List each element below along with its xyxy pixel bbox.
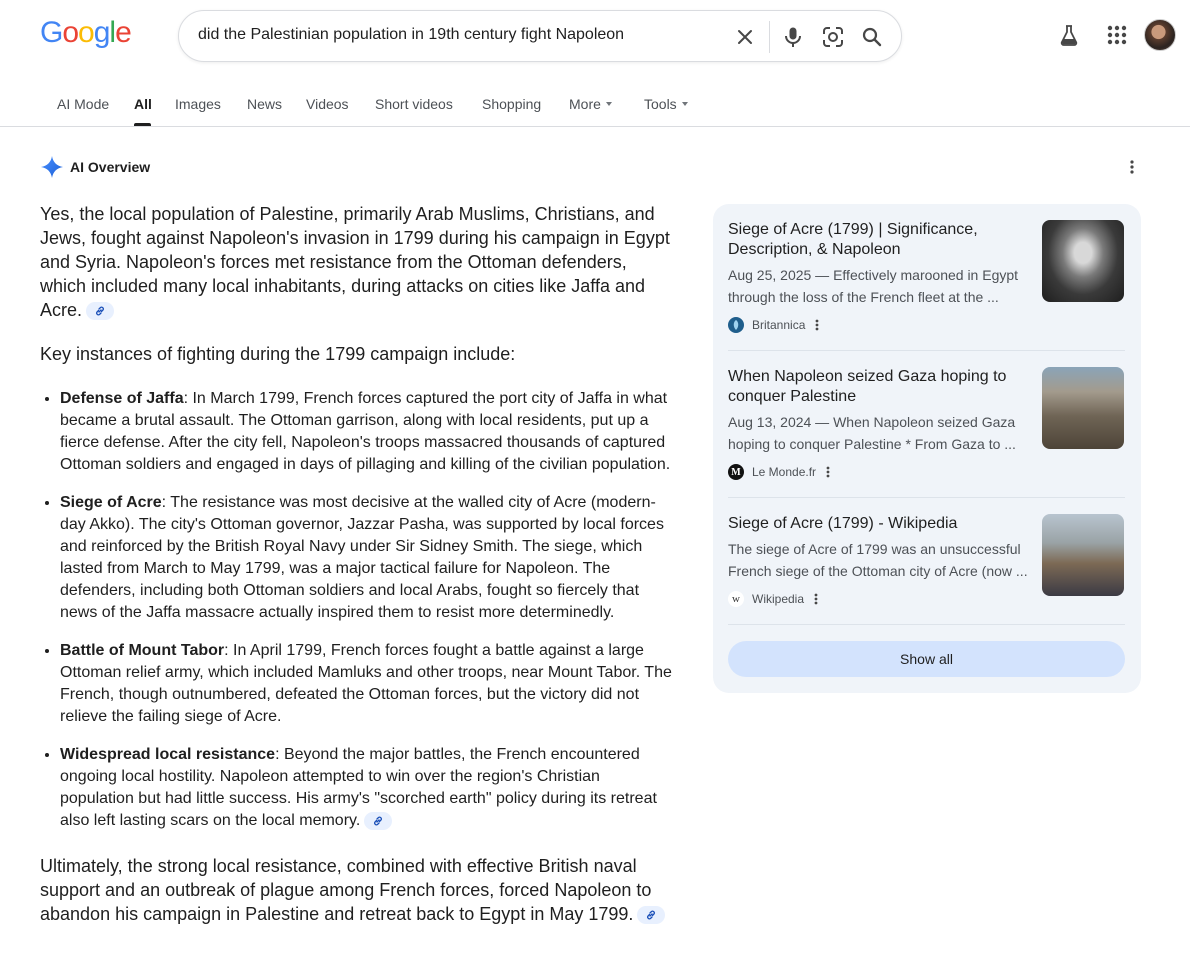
source-snippet bbox=[728, 264, 1033, 308]
list-item bbox=[60, 744, 672, 832]
source-thumbnail-rubble[interactable] bbox=[1042, 367, 1124, 449]
tab-shopping[interactable]: Shopping bbox=[482, 96, 542, 112]
tab-all[interactable]: All bbox=[134, 96, 152, 112]
source-card-lemonde[interactable] bbox=[728, 367, 1125, 497]
snippet-line: The siege of Acre of 1799 was an unsuccessful bbox=[728, 541, 1021, 557]
lemonde-favicon-icon: M bbox=[728, 464, 744, 480]
ai-overview-body bbox=[40, 202, 672, 926]
list-item bbox=[60, 388, 672, 476]
source-title[interactable]: Siege of Acre (1799) | Significance, Description, & Napoleon bbox=[728, 221, 978, 258]
source-title[interactable]: When Napoleon seized Gaza hoping to conquer Palestine bbox=[728, 368, 1007, 405]
citation-link-icon[interactable] bbox=[86, 302, 114, 320]
active-tab-indicator bbox=[134, 123, 151, 126]
key-instances-list bbox=[40, 388, 672, 832]
tab-images[interactable]: Images bbox=[175, 96, 221, 112]
source-divider bbox=[728, 624, 1125, 625]
tab-more-label: More bbox=[569, 96, 601, 112]
intro-paragraph bbox=[40, 202, 672, 322]
tab-news[interactable]: News bbox=[247, 96, 283, 112]
source-site bbox=[728, 591, 818, 607]
citation-link-icon[interactable] bbox=[364, 812, 392, 830]
bullet-text: : The resistance was most decisive at the walled city of Acre (modern-day Akko). The city's Ottoman governor, Jazzar Pasha, was supported by local forces and reinforced by the British Royal Navy under Sir Sidney Smith. The siege, which lasted from March to May 1799, was a major tactical failure for Napoleon. The defenders, including both Ottoman soldiers and local Arabs, fought so fiercely that news of the Jaffa massacre actually inspired them to resist more determinedly. bbox=[60, 494, 664, 621]
source-menu-icon[interactable] bbox=[814, 593, 818, 605]
source-card-wikipedia[interactable] bbox=[728, 514, 1125, 624]
bullet-text: : In March 1799, French forces captured the port city of Jaffa in what became a brutal assault. The Ottoman garrison, along with local residents, put up a fierce defense. After the city fell, Napoleon's troops massacred thousands of captured Ottoman soldiers and engaged in days of pillaging and killing of the civilian population. bbox=[60, 390, 671, 473]
bullet-heading: Battle of Mount Tabor bbox=[60, 642, 225, 659]
citation-link-icon[interactable] bbox=[637, 906, 665, 924]
tab-ai-mode[interactable]: AI Mode bbox=[57, 96, 110, 112]
intro-text: Yes, the local population of Palestine, primarily Arab Muslims, Christians, and Jews, fought against Napoleon's invasion in 1799 during his campaign in Egypt and Syria. Napoleon's forces met resistance from the Ottoman defenders, which included many local inhabitants, during attacks on cities like Jaffa and Acre. bbox=[40, 204, 670, 320]
snippet-line: through the loss of the French fleet at the ... bbox=[728, 289, 999, 305]
list-item bbox=[60, 640, 672, 728]
tab-tools-label: Tools bbox=[644, 96, 677, 112]
tab-short-videos[interactable]: Short videos bbox=[375, 96, 453, 112]
source-site bbox=[728, 317, 819, 333]
google-logo[interactable]: Google bbox=[40, 16, 131, 49]
ai-overview-label: AI Overview bbox=[70, 159, 151, 175]
source-menu-icon[interactable] bbox=[826, 466, 830, 478]
ai-overview-header bbox=[40, 154, 150, 180]
lens-camera-icon[interactable] bbox=[819, 23, 847, 51]
tab-videos[interactable]: Videos bbox=[306, 96, 349, 112]
bullet-heading: Widespread local resistance bbox=[60, 746, 276, 763]
lead-paragraph: Key instances of fighting during the 1799 campaign include: bbox=[40, 344, 516, 364]
account-avatar[interactable] bbox=[1144, 19, 1176, 51]
search-icon[interactable] bbox=[858, 23, 886, 51]
labs-flask-icon[interactable] bbox=[1053, 19, 1085, 51]
britannica-favicon-icon bbox=[728, 317, 744, 333]
chevron-down-icon bbox=[606, 102, 612, 106]
source-menu-icon[interactable] bbox=[815, 319, 819, 331]
conclusion-paragraph bbox=[40, 854, 672, 926]
source-title[interactable]: Siege of Acre (1799) - Wikipedia bbox=[728, 515, 958, 532]
ai-overview-menu-icon[interactable] bbox=[1120, 155, 1144, 179]
snippet-line: Aug 13, 2024 — When Napoleon seized Gaza bbox=[728, 414, 1016, 430]
conclusion-text: Ultimately, the strong local resistance, combined with effective British naval support and an outbreak of plague among French forces, forced Napoleon to abandon his campaign in Palestine and retreat back to Egypt in May 1799. bbox=[40, 856, 652, 924]
bullet-heading: Defense of Jaffa bbox=[60, 390, 184, 407]
header bbox=[0, 0, 1190, 80]
apps-grid-icon[interactable] bbox=[1101, 19, 1133, 51]
bullet-text: : In April 1799, French forces fought a battle against a large Ottoman relief army, which included Mamluks and other troops, near Mount Tabor. The French, though outnumbered, defeated the Ottoman forces, but the victory did not relieve the failing siege of Acre. bbox=[60, 642, 672, 725]
tab-more[interactable] bbox=[569, 96, 612, 112]
source-snippet bbox=[728, 411, 1033, 455]
chevron-down-icon bbox=[682, 102, 688, 106]
wikipedia-favicon-icon: w bbox=[728, 591, 744, 607]
tab-tools[interactable] bbox=[644, 96, 688, 112]
source-divider bbox=[728, 350, 1125, 351]
bullet-heading: Siege of Acre bbox=[60, 494, 162, 511]
sources-panel bbox=[713, 204, 1141, 693]
source-snippet bbox=[728, 538, 1033, 582]
source-thumbnail-battle[interactable] bbox=[1042, 514, 1124, 596]
clear-icon[interactable] bbox=[731, 23, 759, 51]
source-site-name: Wikipedia bbox=[752, 592, 805, 606]
gemini-sparkle-icon bbox=[40, 155, 64, 179]
search-input[interactable]: did the Palestinian population in 19th century fight Napoleon bbox=[198, 26, 625, 43]
source-divider bbox=[728, 497, 1125, 498]
list-item bbox=[60, 492, 672, 624]
search-divider bbox=[769, 21, 770, 53]
search-box[interactable] bbox=[178, 10, 902, 62]
microphone-icon[interactable] bbox=[779, 23, 807, 51]
source-card-britannica[interactable] bbox=[728, 220, 1125, 350]
snippet-line: hoping to conquer Palestine * From Gaza to ... bbox=[728, 436, 1016, 452]
source-site bbox=[728, 464, 830, 480]
search-tabs bbox=[0, 80, 1190, 127]
show-all-button[interactable]: Show all bbox=[728, 641, 1125, 677]
source-thumbnail-painting[interactable] bbox=[1042, 220, 1124, 302]
snippet-line: Aug 25, 2025 — Effectively marooned in Egypt bbox=[728, 267, 1019, 283]
source-site-name: Le Monde.fr bbox=[752, 465, 817, 479]
source-site-name: Britannica bbox=[752, 318, 806, 332]
bullet-text: : Beyond the major battles, the French encountered ongoing local hostility. Napoleon attempted to win over the region's Christian population but had little success. His army's "scorched earth" policy during its retreat also left lasting scars on the local memory. bbox=[60, 746, 657, 829]
snippet-line: French siege of the Ottoman city of Acre (now ... bbox=[728, 563, 1028, 579]
